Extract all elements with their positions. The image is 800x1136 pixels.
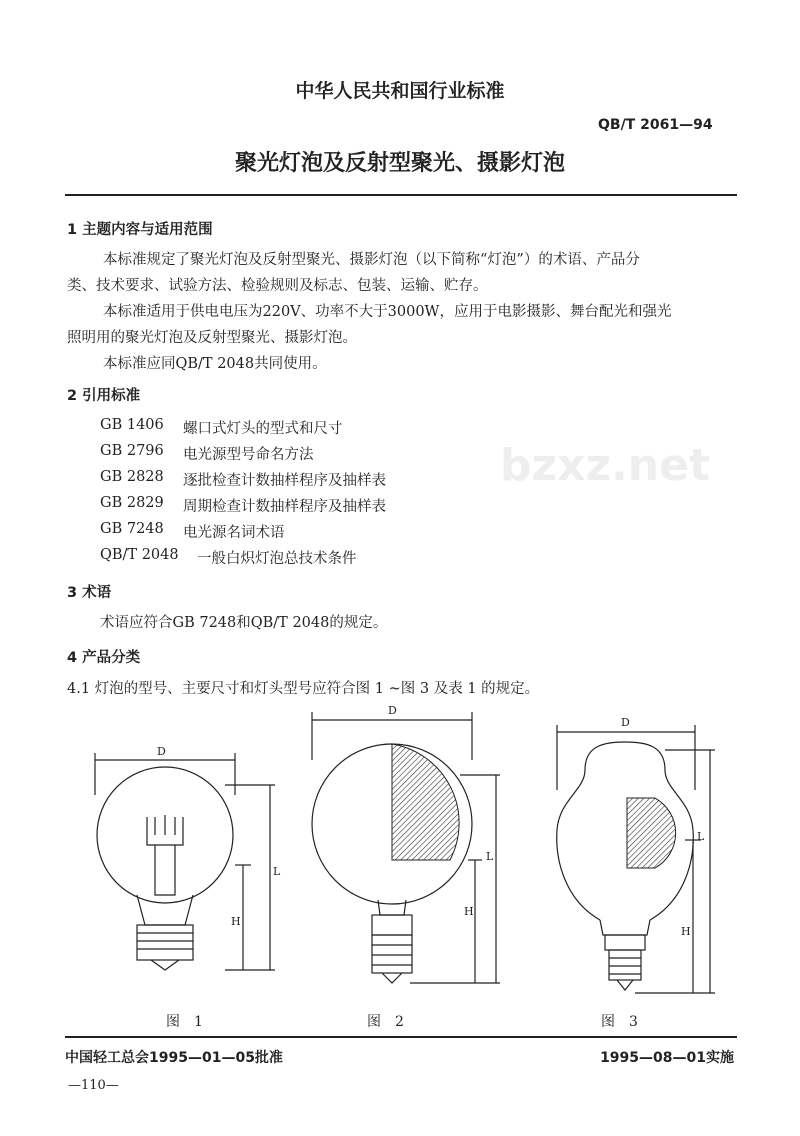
reference-code: QB/T 2048 bbox=[100, 547, 179, 563]
section-3-text: 术语应符合GB 7248和QB/T 2048的规定。 bbox=[100, 615, 388, 631]
footer-rule bbox=[65, 1036, 737, 1038]
figure-2-caption: 图 2 bbox=[367, 1014, 404, 1030]
reference-code: GB 7248 bbox=[100, 521, 164, 537]
dimension-h-label: H bbox=[464, 905, 474, 918]
page-number: —110— bbox=[68, 1078, 119, 1093]
reference-title: 一般白炽灯泡总技术条件 bbox=[197, 551, 357, 567]
section-1-heading: 1 主题内容与适用范围 bbox=[67, 222, 213, 238]
figure-3-caption: 图 3 bbox=[601, 1014, 638, 1030]
section-2-heading: 2 引用标准 bbox=[67, 388, 141, 404]
section-4-1-text: 4.1 灯泡的型号、主要尺寸和灯头型号应符合图 1 ~图 3 及表 1 的规定。 bbox=[67, 681, 540, 697]
dimension-d-label: D bbox=[621, 716, 630, 729]
reference-title: 电光源型号命名方法 bbox=[183, 447, 314, 463]
reference-title: 逐批检查计数抽样程序及抽样表 bbox=[183, 473, 386, 489]
paragraph-line: 本标准适用于供电电压为220V、功率不大于3000W，应用于电影摄影、舞台配光和强光 bbox=[103, 304, 672, 320]
reference-title: 周期检查计数抽样程序及抽样表 bbox=[183, 499, 386, 515]
paragraph-line: 照明用的聚光灯泡及反射型聚光、摄影灯泡。 bbox=[67, 330, 357, 346]
paragraph-line: 本标准应同QB/T 2048共同使用。 bbox=[103, 356, 327, 372]
figure-2-bulb-drawing bbox=[300, 700, 500, 1000]
dimension-d-label: D bbox=[388, 704, 397, 717]
section-3-heading: 3 术语 bbox=[67, 585, 112, 601]
doc-title: 聚光灯泡及反射型聚光、摄影灯泡 bbox=[234, 151, 565, 176]
figure-3-bulb-drawing bbox=[545, 710, 725, 1010]
dimension-l-label: L bbox=[486, 850, 494, 863]
reference-code: GB 2828 bbox=[100, 469, 164, 485]
approval-date: 中国轻工总会1995—01—05批准 bbox=[65, 1050, 283, 1066]
watermark: bzxz.net bbox=[500, 440, 711, 491]
reference-title: 电光源名词术语 bbox=[183, 525, 285, 541]
dimension-h-label: H bbox=[681, 925, 691, 938]
figure-1-caption: 图 1 bbox=[166, 1014, 203, 1030]
section-4-heading: 4 产品分类 bbox=[67, 650, 141, 666]
dimension-d-label: D bbox=[157, 745, 166, 758]
reference-title: 螺口式灯头的型式和尺寸 bbox=[183, 421, 343, 437]
org-title: 中华人民共和国行业标准 bbox=[295, 80, 505, 102]
reference-code: GB 2796 bbox=[100, 443, 164, 459]
dimension-l-label: L bbox=[697, 830, 705, 843]
dimension-l-label: L bbox=[273, 865, 281, 878]
dimension-h-label: H bbox=[231, 915, 241, 928]
paragraph-line: 类、技术要求、试验方法、检验规则及标志、包装、运输、贮存。 bbox=[67, 278, 488, 294]
paragraph-line: 本标准规定了聚光灯泡及反射型聚光、摄影灯泡（以下简称“灯泡”）的术语、产品分 bbox=[103, 252, 640, 268]
reference-code: GB 2829 bbox=[100, 495, 164, 511]
reference-code: GB 1406 bbox=[100, 417, 164, 433]
title-rule bbox=[65, 194, 737, 196]
standard-code: QB/T 2061—94 bbox=[598, 117, 713, 133]
effective-date: 1995—08—01实施 bbox=[600, 1050, 734, 1066]
figure-1-bulb-drawing bbox=[85, 735, 285, 985]
